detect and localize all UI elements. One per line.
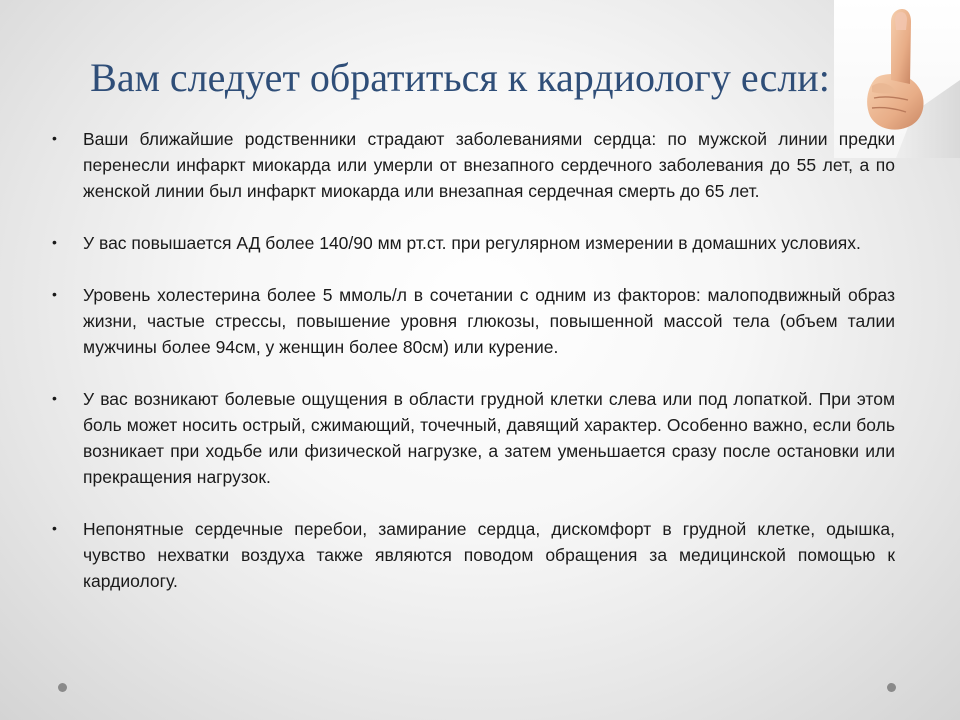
bullet-item — [52, 126, 895, 204]
bullet-list — [52, 126, 895, 594]
bullet-text: Уровень холестерина более 5 ммоль/л в сочетании с одним из факторов: малоподвижный образ жизни, частые стрессы, повышение уровня глюкозы, повышенной массой тела (объем талии мужчины более 94см, у женщин более 80см) или курение. — [83, 285, 895, 357]
bullet-text: Непонятные сердечные перебои, замирание сердца, дискомфорт в грудной клетке, одышка, чувство нехватки воздуха также являются поводом обращения за медицинской помощью к кардиологу. — [83, 519, 895, 591]
bullet-text: Ваши ближайшие родственники страдают заболеваниями сердца: по мужской линии предки перенесли инфаркт миокарда или умерли от внезапного сердечного заболевания до 55 лет, а по женской линии был инфаркт миокарда или внезапная сердечная смерть до 65 лет. — [83, 129, 895, 201]
slide-nav-dot-left — [58, 683, 67, 692]
bullet-text: У вас возникают болевые ощущения в области грудной клетки слева или под лопаткой. При этом боль может носить острый, сжимающий, точечный, давящий характер. Особенно важно, если боль возникает при ходьбе или физической нагрузке, а затем уменьшается сразу после остановки или прекращения нагрузок. — [83, 389, 895, 487]
bullet-marker: • — [52, 234, 57, 250]
bullet-item — [52, 230, 895, 256]
bullet-item — [52, 386, 895, 490]
slide-title: Вам следует обратиться к кардиологу если: — [90, 55, 830, 100]
bullet-marker: • — [52, 130, 57, 146]
bullet-item — [52, 516, 895, 594]
bullet-marker: • — [52, 520, 57, 536]
slide-nav-dot-right — [887, 683, 896, 692]
bullet-marker: • — [52, 390, 57, 406]
bullet-marker: • — [52, 286, 57, 302]
bullet-text: У вас повышается АД более 140/90 мм рт.ст. при регулярном измерении в домашних условиях. — [83, 233, 861, 253]
bullet-item — [52, 282, 895, 360]
